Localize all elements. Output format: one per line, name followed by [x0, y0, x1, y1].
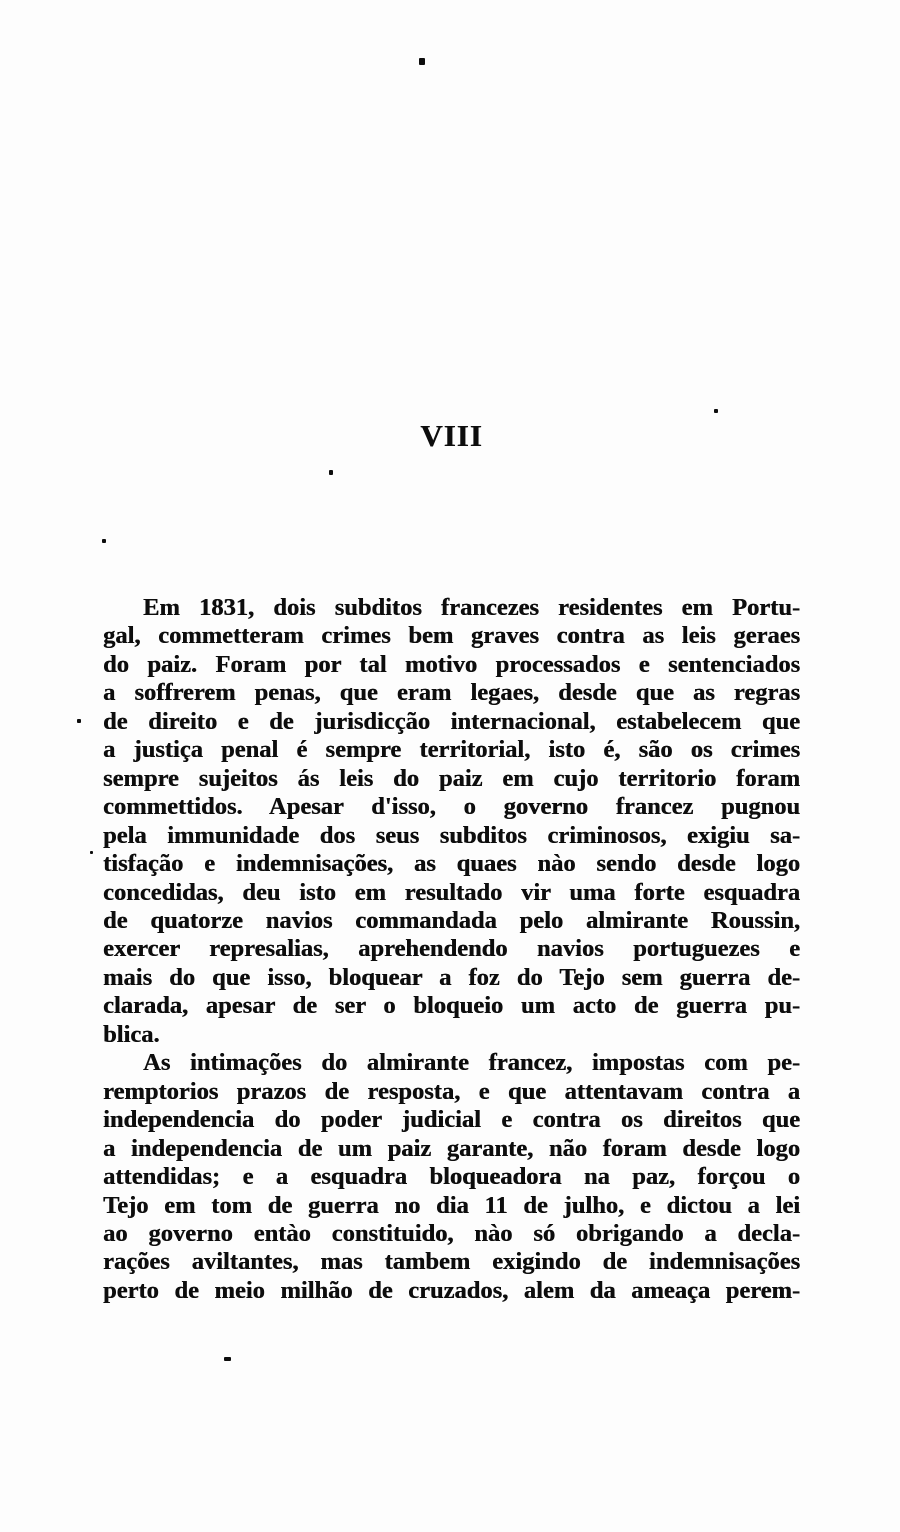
- text-line: rações aviltantes, mas tambem exigindo de indemnisações: [103, 1248, 800, 1276]
- scan-speck: [714, 409, 718, 413]
- text-line: gal, commetteram crimes bem graves contra as leis geraes: [103, 622, 800, 650]
- text-line: perto de meio milhão de cruzados, alem da ameaça perem-: [103, 1276, 800, 1304]
- text-line: independencia do poder judicial e contra os direitos que: [103, 1106, 800, 1134]
- text-block: [103, 594, 800, 1305]
- scan-speck: [419, 58, 425, 65]
- text-line: concedidas, deu isto em resultado vir uma forte esquadra: [103, 878, 800, 906]
- text-line: attendidas; e a esquadra bloqueadora na paz, forçou o: [103, 1163, 800, 1191]
- scan-speck: [102, 539, 106, 543]
- text-line: de direito e de jurisdicção internacional, estabelecem que: [103, 707, 800, 735]
- text-line: pela immunidade dos seus subditos criminosos, exigiu sa-: [103, 821, 800, 849]
- scan-speck: [329, 470, 333, 475]
- text-line: ao governo entào constituido, nào só obrigando a decla-: [103, 1219, 800, 1247]
- text-line: a independencia de um paiz garante, não foram desde logo: [103, 1134, 800, 1162]
- text-line: Tejo em tom de guerra no dia 11 de julho, e dictou a lei: [103, 1191, 800, 1219]
- scan-speck: [90, 851, 93, 854]
- text-line: do paiz. Foram por tal motivo processados e sentenciados: [103, 650, 800, 678]
- text-line: Em 1831, dois subditos francezes residentes em Portu-: [143, 594, 800, 621]
- text-line: remptorios prazos de resposta, e que attentavam contra a: [103, 1077, 800, 1105]
- text-line: exercer represalias, aprehendendo navios portuguezes e: [103, 935, 800, 963]
- text-line: a justiça penal é sempre territorial, isto é, são os crimes: [103, 736, 800, 764]
- text-line: sempre sujeitos ás leis do paiz em cujo territorio foram: [103, 764, 800, 792]
- text-line: tisfação e indemnisações, as quaes nào sendo desde logo: [103, 850, 800, 878]
- text-line: blica.: [103, 1020, 160, 1048]
- text-line: clarada, apesar de ser o bloqueio um acto de guerra pu-: [103, 992, 800, 1020]
- scan-speck: [224, 1357, 231, 1361]
- text-line: mais do que isso, bloquear a foz do Tejo sem guerra de-: [103, 963, 800, 991]
- text-line: As intimações do almirante francez, impostas com pe-: [143, 1049, 800, 1077]
- text-line: a soffrerem penas, que eram legaes, desde que as regras: [103, 679, 800, 707]
- text-line: commettidos. Apesar d'isso, o governo francez pugnou: [103, 793, 800, 821]
- chapter-heading: VIII: [420, 418, 483, 453]
- scan-speck: [77, 719, 81, 723]
- text-line: de quatorze navios commandada pelo almirante Roussin,: [103, 906, 800, 934]
